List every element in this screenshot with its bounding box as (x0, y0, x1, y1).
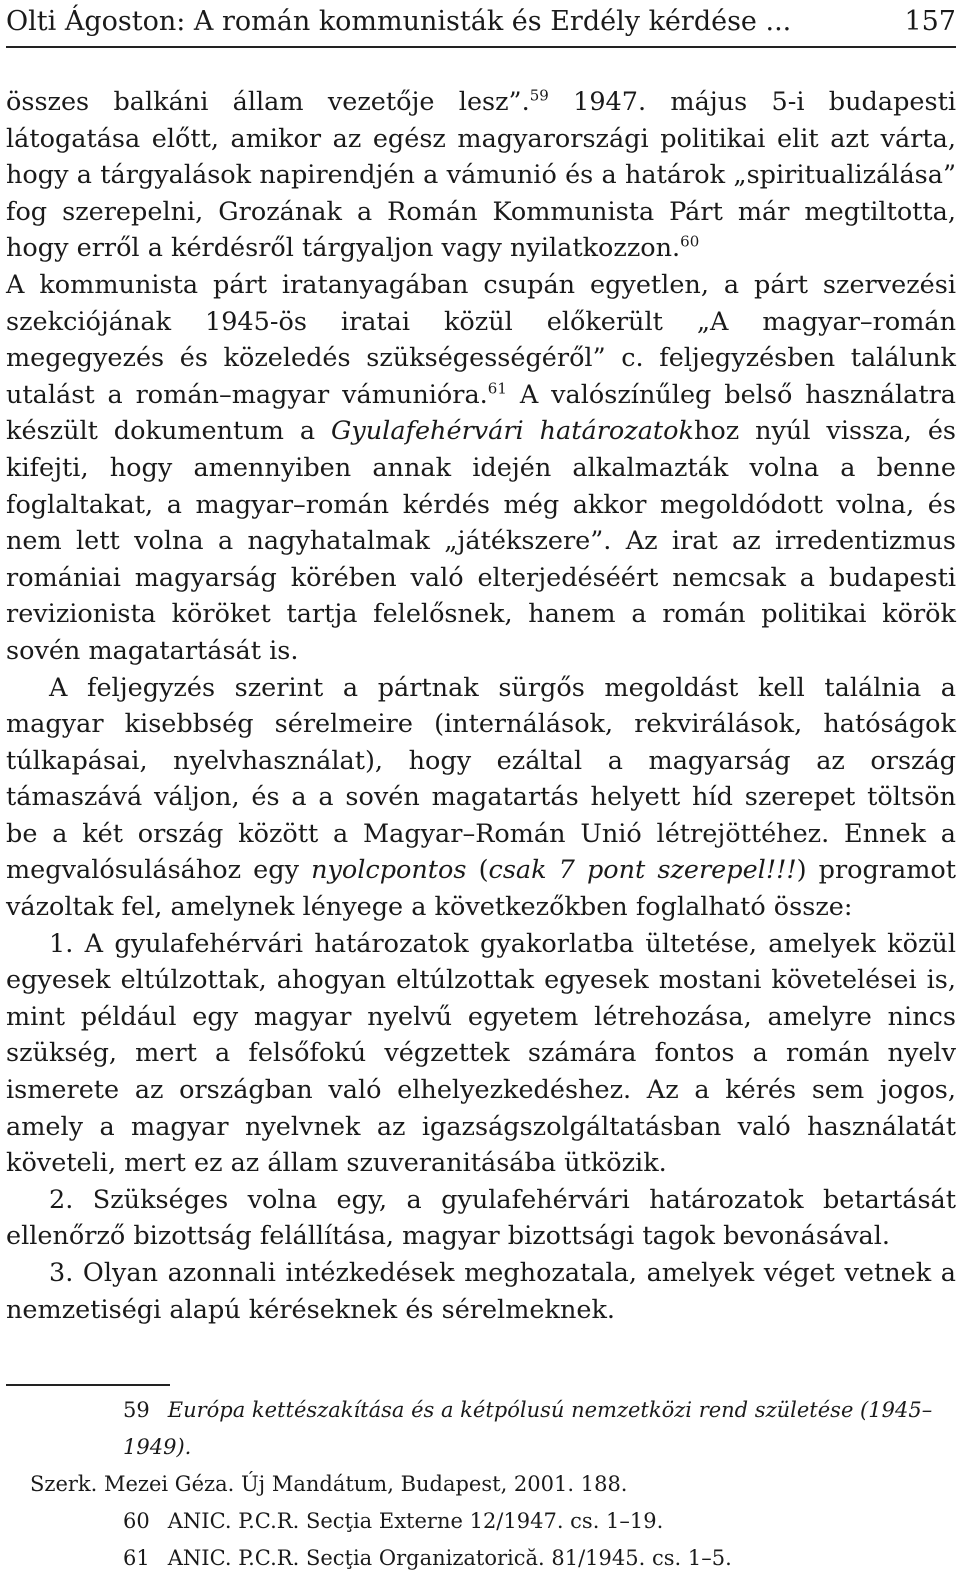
text-run: 1947. május 5-i budapesti látogatása előtt, amikor az egész magyarországi politikai elit azt várta, hogy a tárgyalások napirendjén a vámunió és a határok „spiritualizálása” fog szerepelni, Grozának a Román Kommunista Párt már megtiltotta, hogy erről a kérdésről tárgyaljon vagy nyilatkozzon. (6, 87, 956, 264)
text-run: hoz nyúl vissza, és kifejti, hogy amennyiben annak idején alkalmazták volna a benne foglaltakat, a magyar–román kérdés még akkor megoldódott volna, és nem lett volna a nagyhatalmak „játékszere”. Az irat az irredentizmus romániai magyarság körében való elterjedéséért nemcsak a budapesti revizionista köröket tartja felelősnek, hanem a román politikai körök sovén magatartását is. (6, 416, 956, 666)
footnote-59 (6, 1392, 956, 1466)
page-number: 157 (904, 6, 956, 37)
footnote-text: ANIC. P.C.R. Secţia Organizatorică. 81/1945. cs. 1–5. (167, 1546, 732, 1570)
footnotes (6, 1392, 956, 1577)
footnote-text: ANIC. P.C.R. Secţia Externe 12/1947. cs. 1–19. (167, 1509, 664, 1533)
running-title: Olti Ágoston: A román kommunisták és Erdély kérdése ... (6, 6, 792, 37)
paragraph-3 (6, 670, 956, 926)
paragraph-2 (6, 267, 956, 670)
footnote-divider (6, 1384, 170, 1386)
footnote-61 (6, 1540, 956, 1577)
italic-run: csak 7 pont szerepel!!! (488, 855, 797, 886)
text-run: összes balkáni állam vezetője lesz”. (6, 87, 530, 117)
footnote-number: 59 (123, 1398, 150, 1422)
list-item-3: 3. Olyan azonnali intézkedések meghozatala, amelyek véget vetnek a nemzetiségi alapú kéréseknek és sérelmeknek. (6, 1258, 956, 1325)
text-run: ) programot vázoltak fel, amelynek lényege a következőkben foglalható össze: (6, 855, 956, 923)
list-item-1: 1. A gyulafehérvári határozatok gyakorlatba ültetése, amelyek közül egyesek eltúlzottak, ahogyan eltúlzottak egyesek mostani követelései is, mint például egy magyar nyelvű egyetem létrehozása, amelyre nincs szükség, mert a felsőfokú végzettek számára fontos a román nyelv ismerete az országban való elhelyezkedéshez. Az a kérés sem jogos, amely a magyar nyelvnek az igazságszolgáltatásban való használatát követeli, mert ez az állam szuveranitásába ütközik. (6, 928, 956, 1179)
text-run: ( (466, 855, 489, 886)
main-text (6, 84, 956, 1328)
text-run: A valószínűleg belső használatra készült dokumentum a (6, 379, 956, 447)
footnote-ref-60: 60 (680, 232, 700, 251)
footnote-number: 61 (123, 1546, 150, 1570)
text-run: A kommunista párt iratanyagában csupán egyetlen, a párt szervezési szekciójának 1945-ös iratai közül előkerült „A magyar–román megegyezés és közeledés szükségességéről” c. feljegyzésben találunk utalást a román–magyar vámunióra. (6, 269, 956, 410)
footnote-ref-59: 59 (529, 86, 549, 105)
list-item-2: 2. Szükséges volna egy, a gyulafehérvári határozatok betartását ellenőrző bizottság felállítása, magyar bizottsági tagok bevonásával. (6, 1184, 956, 1252)
footnote-ref-61: 61 (487, 379, 507, 398)
footnote-number: 60 (123, 1509, 150, 1533)
running-header (6, 4, 956, 48)
paragraph-1 (6, 84, 956, 267)
italic-run: nyolcpontos (311, 855, 467, 886)
text-run: A feljegyzés szerint a pártnak sürgős megoldást kell találnia a magyar kisebbség sérelmeire (internálások, rekvirálások, hatóságok túlkapásai, nyelvhasználat), hogy ezáltal a magyarság az ország támaszává váljon, és a a sovén magatartás helyett híd szerepet töltsön be a két ország között a Magyar–Román Unió létrejöttéhez. Ennek a megvalósulásához egy (6, 672, 956, 886)
footnote-59-continuation: Szerk. Mezei Géza. Új Mandátum, Budapest, 2001. 188. (30, 1472, 628, 1496)
footnote-italic: Európa kettészakítása és a kétpólusú nemzetközi rend születése (1945–1949). (123, 1398, 933, 1459)
italic-title: Gyulafehérvári határozatok (330, 416, 694, 447)
footnote-60 (6, 1503, 956, 1540)
